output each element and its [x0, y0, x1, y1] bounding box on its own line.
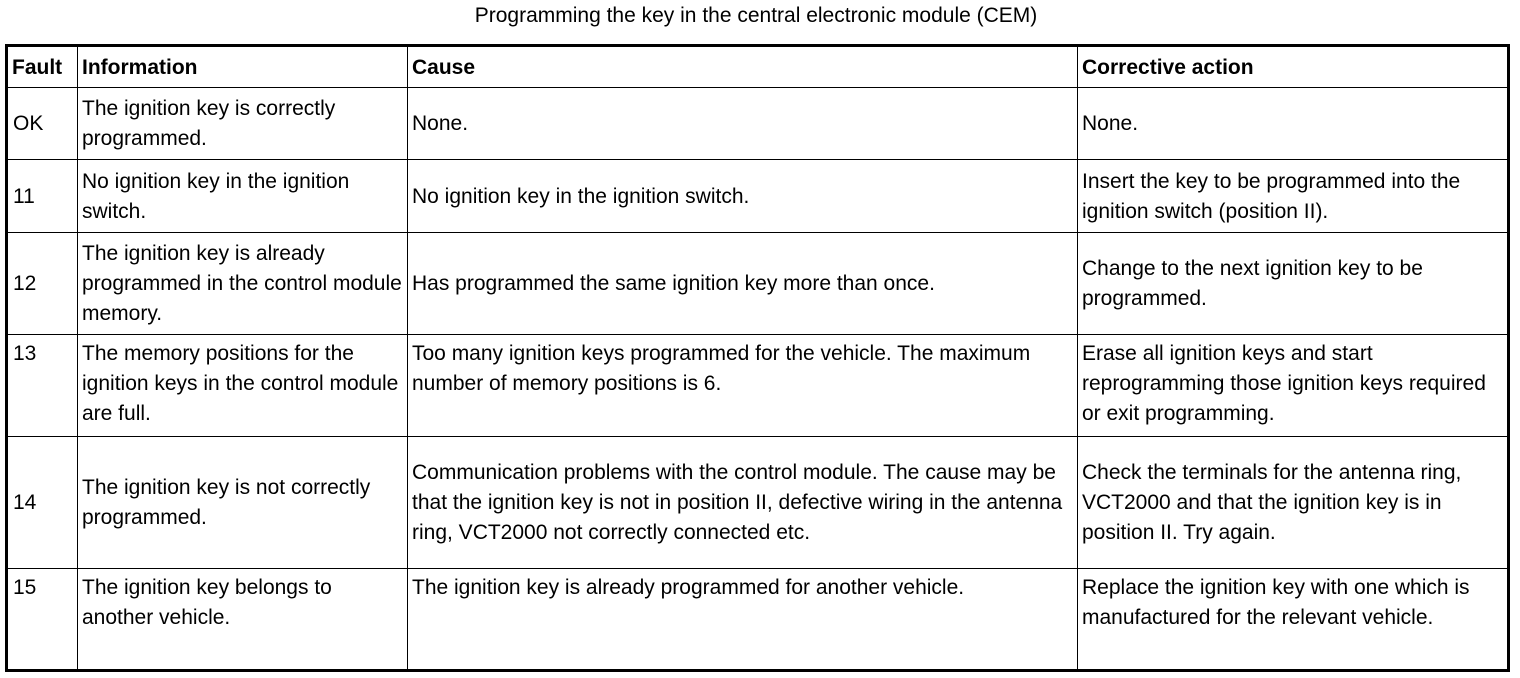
- information-cell: The ignition key is correctly programmed.: [78, 88, 408, 160]
- table-row: [7, 88, 1509, 160]
- fault-code-cell: 15: [7, 569, 78, 671]
- fault-code-table: [5, 44, 1510, 672]
- cause-cell: No ignition key in the ignition switch.: [408, 160, 1078, 233]
- table-row: [7, 335, 1509, 437]
- corrective-action-cell: None.: [1078, 88, 1509, 160]
- table-header-row: [7, 46, 1509, 88]
- fault-code-cell: OK: [7, 88, 78, 160]
- cause-cell: Too many ignition keys programmed for the vehicle. The maximum number of memory positions is 6.: [408, 335, 1078, 437]
- cause-cell: Communication problems with the control module. The cause may be that the ignition key is not in position II, defective wiring in the antenna ring, VCT2000 not correctly connected etc.: [408, 437, 1078, 569]
- fault-code-cell: 11: [7, 160, 78, 233]
- header-cause: Cause: [408, 46, 1078, 88]
- corrective-action-cell: Check the terminals for the antenna ring, VCT2000 and that the ignition key is in position II. Try again.: [1078, 437, 1509, 569]
- cause-cell: The ignition key is already programmed for another vehicle.: [408, 569, 1078, 671]
- header-corrective-action: Corrective action: [1078, 46, 1509, 88]
- fault-code-cell: 14: [7, 437, 78, 569]
- corrective-action-cell: Erase all ignition keys and start reprogramming those ignition keys required or exit programming.: [1078, 335, 1509, 437]
- corrective-action-cell: Change to the next ignition key to be programmed.: [1078, 233, 1509, 335]
- corrective-action-cell: Replace the ignition key with one which is manufactured for the relevant vehicle.: [1078, 569, 1509, 671]
- information-cell: The ignition key is already programmed in the control module memory.: [78, 233, 408, 335]
- document-title: Programming the key in the central electronic module (CEM): [474, 4, 1038, 27]
- information-cell: The ignition key belongs to another vehicle.: [78, 569, 408, 671]
- table-row: [7, 233, 1509, 335]
- fault-code-cell: 13: [7, 335, 78, 437]
- corrective-action-cell: Insert the key to be programmed into the ignition switch (position II).: [1078, 160, 1509, 233]
- header-information: Information: [78, 46, 408, 88]
- table-row: [7, 160, 1509, 233]
- table-row: [7, 437, 1509, 569]
- fault-code-cell: 12: [7, 233, 78, 335]
- information-cell: The ignition key is not correctly programmed.: [78, 437, 408, 569]
- header-fault: Fault: [7, 46, 78, 88]
- information-cell: No ignition key in the ignition switch.: [78, 160, 408, 233]
- cause-cell: None.: [408, 88, 1078, 160]
- cause-cell: Has programmed the same ignition key more than once.: [408, 233, 1078, 335]
- information-cell: The memory positions for the ignition keys in the control module are full.: [78, 335, 408, 437]
- table-row: [7, 569, 1509, 671]
